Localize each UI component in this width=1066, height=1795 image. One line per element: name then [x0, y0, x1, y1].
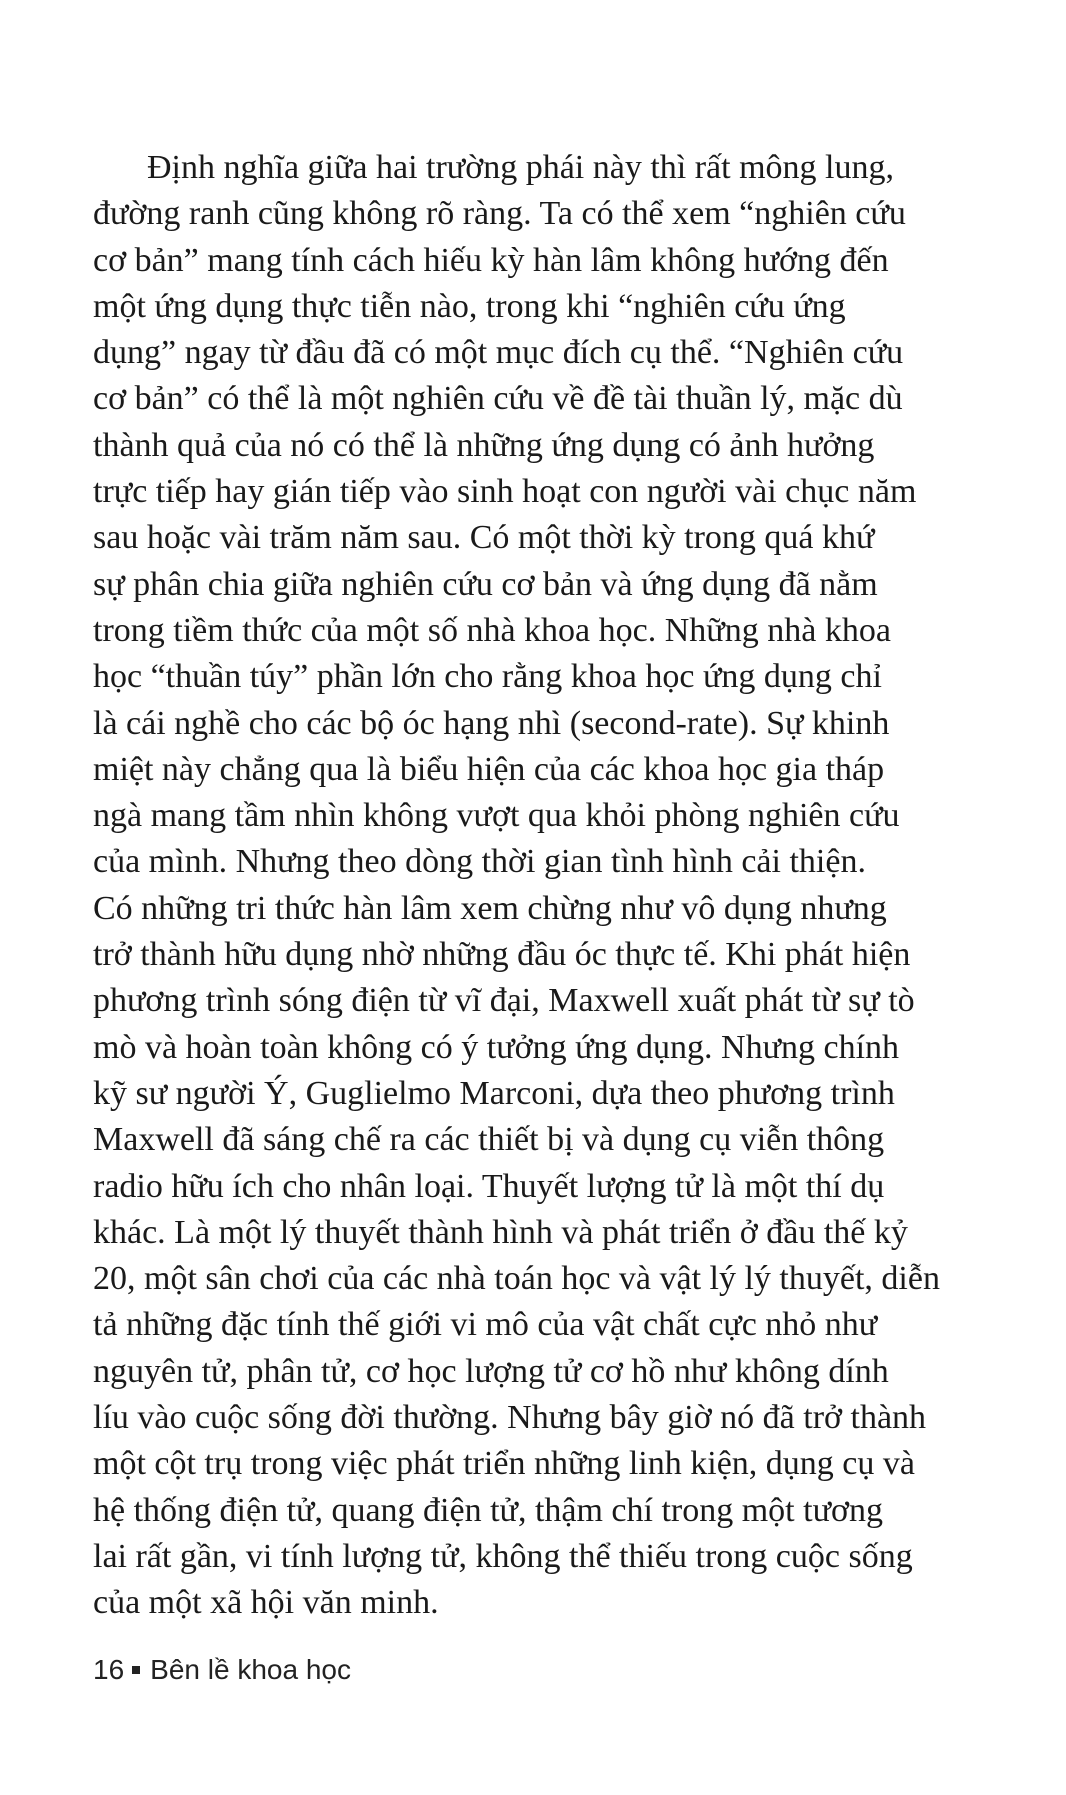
- text-line: lai rất gần, vi tính lượng tử, không thể thiếu trong cuộc sống: [93, 1537, 913, 1575]
- running-title: Bên lề khoa học: [150, 1654, 351, 1685]
- text-line: trong tiềm thức của một số nhà khoa học. Những nhà khoa: [93, 611, 891, 649]
- text-line: hệ thống điện tử, quang điện tử, thậm chí trong một tương: [93, 1491, 883, 1529]
- text-line: cơ bản” có thể là một nghiên cứu về đề tài thuần lý, mặc dù: [93, 380, 903, 418]
- text-line: một cột trụ trong việc phát triển những linh kiện, dụng cụ và: [93, 1445, 915, 1483]
- text-line: líu vào cuộc sống đời thường. Nhưng bây giờ nó đã trở thành: [93, 1399, 927, 1437]
- text-line: Maxwell đã sáng chế ra các thiết bị và dụng cụ viễn thông: [93, 1121, 885, 1159]
- text-line: của một xã hội văn minh.: [93, 1584, 439, 1622]
- body-paragraph: [93, 145, 993, 1627]
- text-line: thành quả của nó có thể là những ứng dụng có ảnh hưởng: [93, 426, 875, 464]
- text-line: tả những đặc tính thế giới vi mô của vật chất cực nhỏ như: [93, 1306, 878, 1344]
- text-line: nguyên tử, phân tử, cơ học lượng tử cơ hồ như không dính: [93, 1352, 889, 1390]
- text-line: là cái nghề cho các bộ óc hạng nhì (second-rate). Sự khinh: [93, 704, 890, 742]
- text-line: Có những tri thức hàn lâm xem chừng như vô dụng nhưng: [93, 889, 887, 927]
- text-line: miệt này chẳng qua là biểu hiện của các khoa học gia tháp: [93, 750, 885, 788]
- text-line: mò và hoàn toàn không có ý tưởng ứng dụng. Nhưng chính: [93, 1028, 900, 1066]
- text-line: phương trình sóng điện từ vĩ đại, Maxwell xuất phát từ sự tò: [93, 982, 915, 1020]
- text-line: sau hoặc vài trăm năm sau. Có một thời kỳ trong quá khứ: [93, 519, 875, 557]
- text-line: radio hữu ích cho nhân loại. Thuyết lượng tử là một thí dụ: [93, 1167, 885, 1205]
- page-footer: [93, 1653, 351, 1687]
- text-line: học “thuần túy” phần lớn cho rằng khoa học ứng dụng chỉ: [93, 658, 882, 696]
- text-line: trở thành hữu dụng nhờ những đầu óc thực tế. Khi phát hiện: [93, 936, 911, 974]
- text-line: cơ bản” mang tính cách hiếu kỳ hàn lâm không hướng đến: [93, 241, 889, 279]
- text-line: 20, một sân chơi của các nhà toán học và vật lý lý thuyết, diễn: [93, 1260, 940, 1298]
- text-line: dụng” ngay từ đầu đã có một mục đích cụ thể. “Nghiên cứu: [93, 334, 904, 372]
- text-line: trực tiếp hay gián tiếp vào sinh hoạt con người vài chục năm: [93, 473, 917, 511]
- text-line: một ứng dụng thực tiễn nào, trong khi “nghiên cứu ứng: [93, 287, 846, 325]
- text-line: kỹ sư người Ý, Guglielmo Marconi, dựa theo phương trình: [93, 1074, 895, 1112]
- square-bullet-icon: [132, 1666, 140, 1674]
- text-line: của mình. Nhưng theo dòng thời gian tình hình cải thiện.: [93, 843, 866, 881]
- text-line: ngà mang tầm nhìn không vượt qua khỏi phòng nghiên cứu: [93, 797, 900, 835]
- text-line: sự phân chia giữa nghiên cứu cơ bản và ứng dụng đã nằm: [93, 565, 878, 603]
- page-number: 16: [93, 1654, 125, 1685]
- text-line: đường ranh cũng không rõ ràng. Ta có thể xem “nghiên cứu: [93, 195, 906, 233]
- text-line: khác. Là một lý thuyết thành hình và phát triển ở đầu thế kỷ: [93, 1213, 908, 1251]
- text-line: Định nghĩa giữa hai trường phái này thì rất mông lung,: [147, 149, 894, 186]
